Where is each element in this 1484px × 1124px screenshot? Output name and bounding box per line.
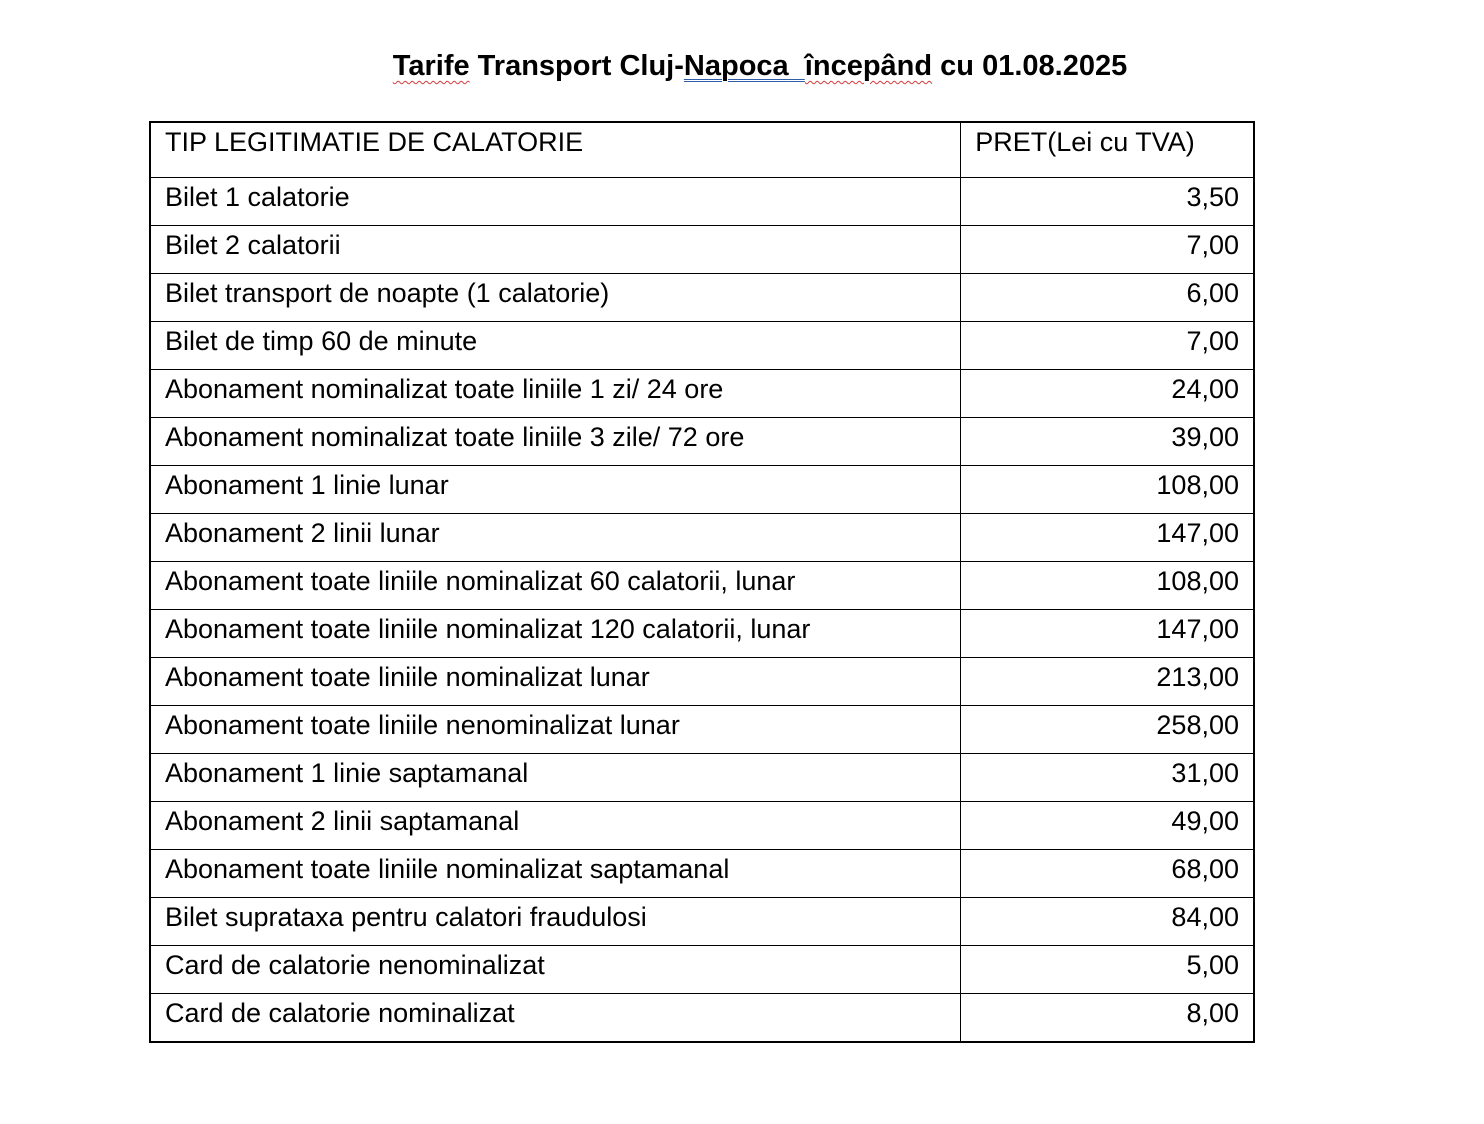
ticket-type-cell: Abonament toate liniile nominalizat 120 calatorii, lunar: [150, 610, 961, 658]
price-cell: 39,00: [961, 418, 1254, 466]
table-row: [150, 898, 1254, 946]
table-row: [150, 418, 1254, 466]
title-word-incepand: începând: [804, 50, 933, 82]
price-cell: 6,00: [961, 274, 1254, 322]
table-row: [150, 274, 1254, 322]
table-row: [150, 802, 1254, 850]
price-cell: 3,50: [961, 178, 1254, 226]
header-price: PRET(Lei cu TVA): [961, 122, 1254, 178]
ticket-type-cell: Abonament nominalizat toate liniile 1 zi/ 24 ore: [150, 370, 961, 418]
ticket-type-cell: Card de calatorie nominalizat: [150, 994, 961, 1043]
ticket-type-cell: Abonament toate liniile nenominalizat lunar: [150, 706, 961, 754]
tariff-table: [149, 121, 1255, 1043]
table-row: [150, 322, 1254, 370]
price-cell: 147,00: [961, 610, 1254, 658]
price-cell: 108,00: [961, 562, 1254, 610]
title-word-napoca: Napoca: [683, 50, 789, 82]
table-row: [150, 706, 1254, 754]
table-row: [150, 562, 1254, 610]
ticket-type-cell: Abonament toate liniile nominalizat lunar: [150, 658, 961, 706]
ticket-type-cell: Bilet 2 calatorii: [150, 226, 961, 274]
price-cell: 24,00: [961, 370, 1254, 418]
price-cell: 68,00: [961, 850, 1254, 898]
price-cell: 7,00: [961, 322, 1254, 370]
table-row: [150, 514, 1254, 562]
price-cell: 84,00: [961, 898, 1254, 946]
table-row: [150, 946, 1254, 994]
ticket-type-cell: Bilet 1 calatorie: [150, 178, 961, 226]
ticket-type-cell: Abonament nominalizat toate liniile 3 zile/ 72 ore: [150, 418, 961, 466]
price-cell: 258,00: [961, 706, 1254, 754]
ticket-type-cell: Card de calatorie nenominalizat: [150, 946, 961, 994]
price-cell: 147,00: [961, 514, 1254, 562]
title-segment-date: cu 01.08.2025: [932, 50, 1128, 82]
price-cell: 108,00: [961, 466, 1254, 514]
price-cell: 213,00: [961, 658, 1254, 706]
price-cell: 8,00: [961, 994, 1254, 1043]
price-cell: 5,00: [961, 946, 1254, 994]
title-word-tarife: Tarife: [392, 50, 470, 82]
ticket-type-cell: Bilet transport de noapte (1 calatorie): [150, 274, 961, 322]
price-cell: 31,00: [961, 754, 1254, 802]
ticket-type-cell: Abonament 1 linie saptamanal: [150, 754, 961, 802]
table-row: [150, 658, 1254, 706]
price-cell: 7,00: [961, 226, 1254, 274]
table-row: [150, 226, 1254, 274]
table-row: [150, 466, 1254, 514]
table-row: [150, 754, 1254, 802]
ticket-type-cell: Bilet suprataxa pentru calatori fraudulosi: [150, 898, 961, 946]
table-row: [150, 610, 1254, 658]
title-segment-transport: Transport Cluj-: [469, 50, 684, 82]
table-header-row: [150, 122, 1254, 178]
ticket-type-cell: Abonament toate liniile nominalizat 60 calatorii, lunar: [150, 562, 961, 610]
table-row: [150, 994, 1254, 1043]
table-row: [150, 850, 1254, 898]
table-row: [150, 370, 1254, 418]
header-ticket-type: TIP LEGITIMATIE DE CALATORIE: [150, 122, 961, 178]
ticket-type-cell: Abonament 1 linie lunar: [150, 466, 961, 514]
price-cell: 49,00: [961, 802, 1254, 850]
title-spacer: [789, 50, 805, 82]
ticket-type-cell: Abonament toate liniile nominalizat saptamanal: [150, 850, 961, 898]
ticket-type-cell: Abonament 2 linii saptamanal: [150, 802, 961, 850]
document-title: [0, 46, 1484, 86]
ticket-type-cell: Abonament 2 linii lunar: [150, 514, 961, 562]
table-row: [150, 178, 1254, 226]
ticket-type-cell: Bilet de timp 60 de minute: [150, 322, 961, 370]
